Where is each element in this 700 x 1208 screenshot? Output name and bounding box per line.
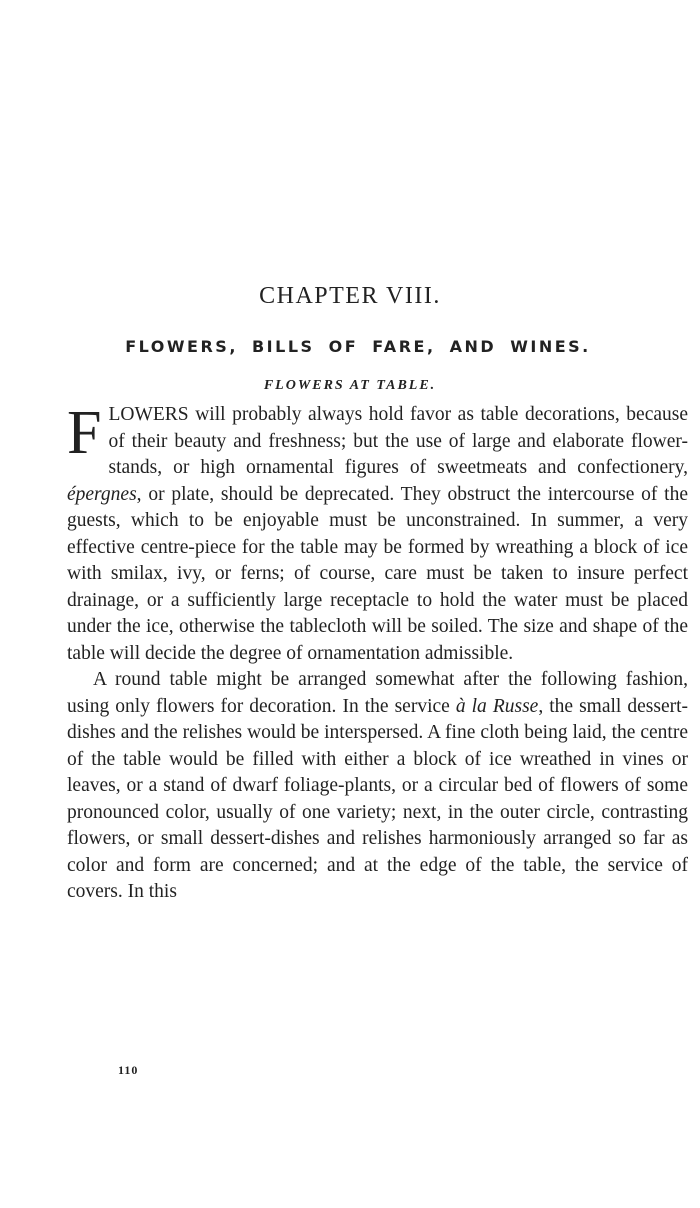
chapter-subtitle: FLOWERS, BILLS OF FARE, AND WINES. xyxy=(125,337,591,356)
paragraph-1-text-a: will probably always hold favor as table decorations, because of their beauty and freshness; but the use of large and elaborate flower-stands, or high ornamental figures of sweetmeats and confectionery, xyxy=(108,404,688,478)
chapter-heading: CHAPTER VIII. xyxy=(259,283,441,309)
body-text xyxy=(67,399,689,906)
paragraph-1-text-b: , or plate, should be deprecated. They obstruct the intercourse of the guests, which to be enjoyable must be unconstrained. In summer, a very effective centre-piece for the table may be formed by wreathing a block of ice with smilax, ivy, or ferns; of course, care must be taken to insure perfect drainage, or a sufficiently large receptacle to hold the water must be placed under the ice, otherwise the tablecloth will be soiled. The size and shape of the table will decide the degree of ornamentation admissible. xyxy=(67,483,688,664)
drop-cap: F xyxy=(67,399,102,467)
paragraph-2-text-a: A round table might be arranged somewhat after the following fashion, using only flowers for decoration. In the service xyxy=(67,669,688,717)
page-number: 110 xyxy=(118,1063,139,1077)
opening-word: LOWERS xyxy=(108,404,189,425)
italic-term-epergnes: épergnes xyxy=(67,483,137,505)
paragraph-2-text-b: , the small dessert-dishes and the relishes would be interspersed. A fine cloth being laid, the centre of the table would be filled with either a block of ice wreathed in vines or leaves, or a stand of dwarf foliage-plants, or a circular bed of flowers of some pronounced color, usually of one variety; next, in the outer circle, contrasting flowers, or small dessert-dishes and relishes harmoniously arranged so far as color and form are concerned; and at the edge of the table, the service of covers. In this xyxy=(67,695,689,902)
paragraph-1 xyxy=(67,399,688,667)
section-heading: FLOWERS AT TABLE. xyxy=(263,378,437,393)
paragraph-2 xyxy=(67,667,688,906)
italic-term-a-la-russe: à la Russe xyxy=(455,695,539,717)
